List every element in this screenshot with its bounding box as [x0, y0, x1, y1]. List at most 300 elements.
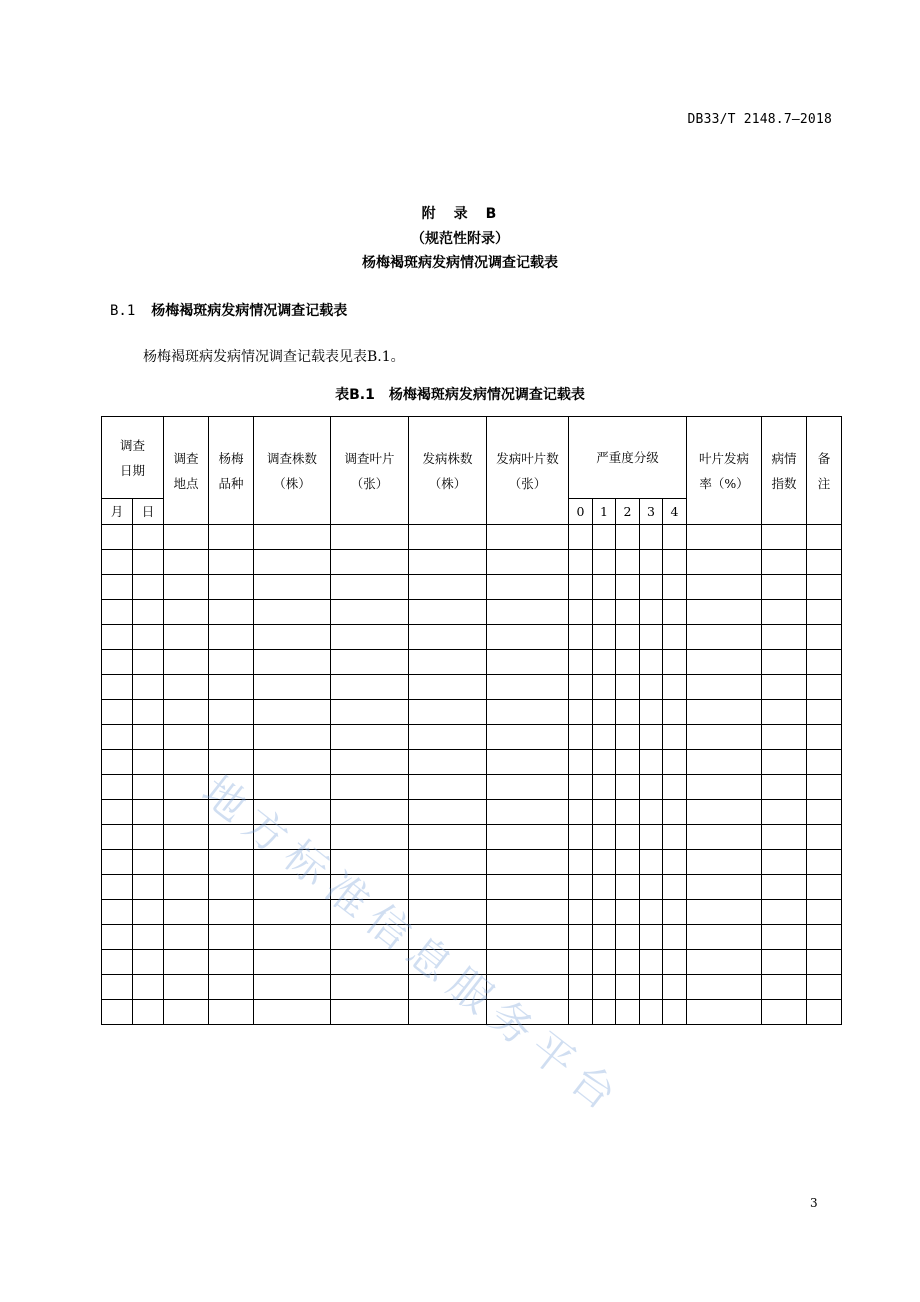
table-cell[interactable]: [254, 625, 331, 650]
table-cell[interactable]: [133, 550, 164, 575]
table-cell[interactable]: [409, 575, 487, 600]
table-cell[interactable]: [663, 800, 687, 825]
table-cell[interactable]: [331, 575, 409, 600]
table-cell[interactable]: [133, 875, 164, 900]
table-cell[interactable]: [409, 875, 487, 900]
table-cell[interactable]: [640, 825, 663, 850]
table-cell[interactable]: [762, 850, 807, 875]
table-cell[interactable]: [409, 1000, 487, 1025]
table-cell[interactable]: [487, 600, 569, 625]
table-cell[interactable]: [762, 875, 807, 900]
table-cell[interactable]: [762, 725, 807, 750]
table-cell[interactable]: [409, 600, 487, 625]
table-cell[interactable]: [663, 600, 687, 625]
table-cell[interactable]: [487, 575, 569, 600]
table-cell[interactable]: [807, 825, 842, 850]
table-cell[interactable]: [593, 550, 616, 575]
table-cell[interactable]: [331, 525, 409, 550]
table-cell[interactable]: [487, 775, 569, 800]
table-cell[interactable]: [331, 1000, 409, 1025]
table-cell[interactable]: [640, 675, 663, 700]
table-cell[interactable]: [133, 650, 164, 675]
table-cell[interactable]: [164, 950, 209, 975]
table-cell[interactable]: [209, 750, 254, 775]
table-cell[interactable]: [331, 675, 409, 700]
table-cell[interactable]: [807, 525, 842, 550]
table-cell[interactable]: [807, 750, 842, 775]
table-cell[interactable]: [762, 750, 807, 775]
table-cell[interactable]: [663, 750, 687, 775]
table-cell[interactable]: [807, 950, 842, 975]
table-cell[interactable]: [687, 1000, 762, 1025]
table-cell[interactable]: [409, 725, 487, 750]
table-cell[interactable]: [133, 800, 164, 825]
table-cell[interactable]: [640, 800, 663, 825]
table-cell[interactable]: [209, 950, 254, 975]
table-cell[interactable]: [640, 550, 663, 575]
table-cell[interactable]: [569, 900, 593, 925]
table-cell[interactable]: [102, 525, 133, 550]
table-cell[interactable]: [254, 675, 331, 700]
table-cell[interactable]: [164, 775, 209, 800]
table-cell[interactable]: [254, 750, 331, 775]
table-cell[interactable]: [102, 975, 133, 1000]
table-cell[interactable]: [102, 600, 133, 625]
table-cell[interactable]: [487, 925, 569, 950]
table-cell[interactable]: [254, 800, 331, 825]
table-cell[interactable]: [409, 925, 487, 950]
table-cell[interactable]: [409, 900, 487, 925]
table-cell[interactable]: [687, 550, 762, 575]
table-cell[interactable]: [593, 975, 616, 1000]
table-cell[interactable]: [593, 800, 616, 825]
table-cell[interactable]: [663, 700, 687, 725]
table-cell[interactable]: [687, 825, 762, 850]
table-cell[interactable]: [593, 525, 616, 550]
table-cell[interactable]: [807, 600, 842, 625]
table-cell[interactable]: [687, 675, 762, 700]
table-cell[interactable]: [687, 875, 762, 900]
table-cell[interactable]: [409, 550, 487, 575]
table-cell[interactable]: [487, 675, 569, 700]
table-cell[interactable]: [616, 575, 640, 600]
table-cell[interactable]: [102, 875, 133, 900]
table-cell[interactable]: [254, 700, 331, 725]
table-cell[interactable]: [133, 575, 164, 600]
table-cell[interactable]: [164, 750, 209, 775]
table-cell[interactable]: [133, 675, 164, 700]
table-cell[interactable]: [102, 625, 133, 650]
table-cell[interactable]: [663, 850, 687, 875]
table-cell[interactable]: [762, 925, 807, 950]
table-cell[interactable]: [331, 925, 409, 950]
table-cell[interactable]: [164, 675, 209, 700]
table-cell[interactable]: [640, 925, 663, 950]
table-cell[interactable]: [487, 1000, 569, 1025]
table-cell[interactable]: [616, 825, 640, 850]
table-cell[interactable]: [762, 1000, 807, 1025]
table-cell[interactable]: [687, 575, 762, 600]
table-cell[interactable]: [209, 800, 254, 825]
table-cell[interactable]: [663, 975, 687, 1000]
table-cell[interactable]: [569, 975, 593, 1000]
table-cell[interactable]: [593, 675, 616, 700]
table-cell[interactable]: [133, 1000, 164, 1025]
table-cell[interactable]: [807, 900, 842, 925]
table-cell[interactable]: [164, 650, 209, 675]
table-cell[interactable]: [133, 900, 164, 925]
table-cell[interactable]: [663, 775, 687, 800]
table-cell[interactable]: [807, 550, 842, 575]
table-cell[interactable]: [254, 575, 331, 600]
table-cell[interactable]: [487, 875, 569, 900]
table-cell[interactable]: [640, 725, 663, 750]
table-cell[interactable]: [569, 675, 593, 700]
table-cell[interactable]: [593, 575, 616, 600]
table-cell[interactable]: [487, 900, 569, 925]
table-cell[interactable]: [569, 850, 593, 875]
table-cell[interactable]: [593, 700, 616, 725]
table-cell[interactable]: [687, 900, 762, 925]
table-cell[interactable]: [164, 800, 209, 825]
table-cell[interactable]: [616, 650, 640, 675]
table-cell[interactable]: [409, 525, 487, 550]
table-cell[interactable]: [209, 525, 254, 550]
table-cell[interactable]: [164, 600, 209, 625]
table-cell[interactable]: [409, 825, 487, 850]
table-cell[interactable]: [209, 550, 254, 575]
table-cell[interactable]: [616, 925, 640, 950]
table-cell[interactable]: [164, 625, 209, 650]
table-cell[interactable]: [663, 825, 687, 850]
table-cell[interactable]: [331, 550, 409, 575]
table-cell[interactable]: [209, 850, 254, 875]
table-cell[interactable]: [331, 900, 409, 925]
table-cell[interactable]: [663, 925, 687, 950]
table-cell[interactable]: [164, 875, 209, 900]
table-cell[interactable]: [663, 900, 687, 925]
table-cell[interactable]: [807, 575, 842, 600]
table-cell[interactable]: [569, 775, 593, 800]
table-cell[interactable]: [687, 800, 762, 825]
table-cell[interactable]: [254, 875, 331, 900]
table-cell[interactable]: [331, 600, 409, 625]
table-cell[interactable]: [133, 925, 164, 950]
table-cell[interactable]: [331, 750, 409, 775]
table-cell[interactable]: [762, 575, 807, 600]
table-cell[interactable]: [209, 625, 254, 650]
table-cell[interactable]: [593, 825, 616, 850]
table-cell[interactable]: [102, 550, 133, 575]
table-cell[interactable]: [687, 850, 762, 875]
table-cell[interactable]: [487, 550, 569, 575]
table-cell[interactable]: [762, 700, 807, 725]
table-cell[interactable]: [254, 650, 331, 675]
table-cell[interactable]: [164, 525, 209, 550]
table-cell[interactable]: [663, 525, 687, 550]
table-cell[interactable]: [807, 975, 842, 1000]
table-cell[interactable]: [762, 550, 807, 575]
table-cell[interactable]: [762, 825, 807, 850]
table-cell[interactable]: [569, 1000, 593, 1025]
table-cell[interactable]: [640, 650, 663, 675]
table-cell[interactable]: [164, 725, 209, 750]
table-cell[interactable]: [164, 550, 209, 575]
table-cell[interactable]: [102, 925, 133, 950]
table-cell[interactable]: [593, 875, 616, 900]
table-cell[interactable]: [663, 1000, 687, 1025]
table-cell[interactable]: [569, 725, 593, 750]
table-cell[interactable]: [254, 775, 331, 800]
table-cell[interactable]: [616, 900, 640, 925]
table-cell[interactable]: [807, 775, 842, 800]
table-cell[interactable]: [762, 625, 807, 650]
table-cell[interactable]: [254, 825, 331, 850]
table-cell[interactable]: [640, 775, 663, 800]
table-cell[interactable]: [616, 750, 640, 775]
table-cell[interactable]: [616, 850, 640, 875]
table-cell[interactable]: [663, 875, 687, 900]
table-cell[interactable]: [409, 650, 487, 675]
table-cell[interactable]: [102, 725, 133, 750]
table-cell[interactable]: [102, 1000, 133, 1025]
table-cell[interactable]: [409, 700, 487, 725]
table-cell[interactable]: [331, 800, 409, 825]
table-cell[interactable]: [487, 525, 569, 550]
table-cell[interactable]: [569, 650, 593, 675]
table-cell[interactable]: [487, 950, 569, 975]
table-cell[interactable]: [209, 775, 254, 800]
table-cell[interactable]: [209, 600, 254, 625]
table-cell[interactable]: [331, 625, 409, 650]
table-cell[interactable]: [616, 950, 640, 975]
table-cell[interactable]: [569, 575, 593, 600]
table-cell[interactable]: [209, 575, 254, 600]
table-cell[interactable]: [331, 775, 409, 800]
table-cell[interactable]: [102, 775, 133, 800]
table-cell[interactable]: [331, 875, 409, 900]
table-cell[interactable]: [487, 825, 569, 850]
table-cell[interactable]: [569, 800, 593, 825]
table-cell[interactable]: [133, 975, 164, 1000]
table-cell[interactable]: [133, 950, 164, 975]
table-cell[interactable]: [102, 675, 133, 700]
table-cell[interactable]: [569, 550, 593, 575]
table-cell[interactable]: [687, 650, 762, 675]
table-cell[interactable]: [487, 800, 569, 825]
table-cell[interactable]: [640, 575, 663, 600]
table-cell[interactable]: [762, 900, 807, 925]
table-cell[interactable]: [331, 975, 409, 1000]
table-cell[interactable]: [209, 925, 254, 950]
table-cell[interactable]: [133, 700, 164, 725]
table-cell[interactable]: [807, 850, 842, 875]
table-cell[interactable]: [254, 925, 331, 950]
table-cell[interactable]: [569, 600, 593, 625]
table-cell[interactable]: [254, 1000, 331, 1025]
table-cell[interactable]: [616, 775, 640, 800]
table-cell[interactable]: [762, 800, 807, 825]
table-cell[interactable]: [762, 600, 807, 625]
table-cell[interactable]: [663, 650, 687, 675]
table-cell[interactable]: [102, 950, 133, 975]
table-cell[interactable]: [569, 825, 593, 850]
table-cell[interactable]: [254, 725, 331, 750]
table-cell[interactable]: [616, 600, 640, 625]
table-cell[interactable]: [133, 850, 164, 875]
table-cell[interactable]: [616, 725, 640, 750]
table-cell[interactable]: [409, 675, 487, 700]
table-cell[interactable]: [663, 625, 687, 650]
table-cell[interactable]: [687, 750, 762, 775]
table-cell[interactable]: [640, 525, 663, 550]
table-cell[interactable]: [687, 700, 762, 725]
table-cell[interactable]: [687, 725, 762, 750]
table-cell[interactable]: [133, 525, 164, 550]
table-cell[interactable]: [254, 550, 331, 575]
table-cell[interactable]: [209, 900, 254, 925]
table-cell[interactable]: [102, 750, 133, 775]
table-cell[interactable]: [640, 700, 663, 725]
table-cell[interactable]: [640, 1000, 663, 1025]
table-cell[interactable]: [487, 725, 569, 750]
table-cell[interactable]: [640, 975, 663, 1000]
table-cell[interactable]: [102, 850, 133, 875]
table-cell[interactable]: [331, 825, 409, 850]
table-cell[interactable]: [487, 625, 569, 650]
table-cell[interactable]: [569, 625, 593, 650]
table-cell[interactable]: [663, 675, 687, 700]
table-cell[interactable]: [663, 550, 687, 575]
table-cell[interactable]: [254, 850, 331, 875]
table-cell[interactable]: [331, 700, 409, 725]
table-cell[interactable]: [569, 925, 593, 950]
table-cell[interactable]: [616, 975, 640, 1000]
table-cell[interactable]: [762, 525, 807, 550]
table-cell[interactable]: [762, 650, 807, 675]
table-cell[interactable]: [807, 625, 842, 650]
table-cell[interactable]: [487, 850, 569, 875]
table-cell[interactable]: [209, 725, 254, 750]
table-cell[interactable]: [254, 950, 331, 975]
table-cell[interactable]: [133, 775, 164, 800]
table-cell[interactable]: [209, 875, 254, 900]
table-cell[interactable]: [807, 650, 842, 675]
table-cell[interactable]: [616, 625, 640, 650]
table-cell[interactable]: [687, 625, 762, 650]
table-cell[interactable]: [487, 975, 569, 1000]
table-cell[interactable]: [209, 1000, 254, 1025]
table-cell[interactable]: [593, 925, 616, 950]
table-cell[interactable]: [762, 975, 807, 1000]
table-cell[interactable]: [616, 875, 640, 900]
table-cell[interactable]: [331, 650, 409, 675]
table-cell[interactable]: [762, 950, 807, 975]
table-cell[interactable]: [164, 900, 209, 925]
table-cell[interactable]: [593, 600, 616, 625]
table-cell[interactable]: [640, 625, 663, 650]
table-cell[interactable]: [640, 875, 663, 900]
table-cell[interactable]: [102, 575, 133, 600]
table-cell[interactable]: [102, 900, 133, 925]
table-cell[interactable]: [593, 750, 616, 775]
table-cell[interactable]: [687, 925, 762, 950]
table-cell[interactable]: [164, 850, 209, 875]
table-cell[interactable]: [569, 750, 593, 775]
table-cell[interactable]: [687, 525, 762, 550]
table-cell[interactable]: [254, 975, 331, 1000]
table-cell[interactable]: [164, 700, 209, 725]
table-cell[interactable]: [409, 800, 487, 825]
table-cell[interactable]: [133, 625, 164, 650]
table-cell[interactable]: [133, 725, 164, 750]
table-cell[interactable]: [640, 600, 663, 625]
table-cell[interactable]: [254, 900, 331, 925]
table-cell[interactable]: [663, 575, 687, 600]
table-cell[interactable]: [254, 525, 331, 550]
table-cell[interactable]: [569, 875, 593, 900]
table-cell[interactable]: [593, 725, 616, 750]
table-cell[interactable]: [616, 700, 640, 725]
table-cell[interactable]: [331, 950, 409, 975]
table-cell[interactable]: [133, 825, 164, 850]
table-cell[interactable]: [593, 900, 616, 925]
table-cell[interactable]: [164, 975, 209, 1000]
table-cell[interactable]: [102, 825, 133, 850]
table-cell[interactable]: [640, 750, 663, 775]
table-cell[interactable]: [640, 900, 663, 925]
table-cell[interactable]: [409, 750, 487, 775]
table-cell[interactable]: [102, 650, 133, 675]
table-cell[interactable]: [209, 975, 254, 1000]
table-cell[interactable]: [102, 700, 133, 725]
table-cell[interactable]: [687, 975, 762, 1000]
table-cell[interactable]: [102, 800, 133, 825]
table-cell[interactable]: [569, 950, 593, 975]
table-cell[interactable]: [616, 550, 640, 575]
table-cell[interactable]: [133, 750, 164, 775]
table-cell[interactable]: [209, 675, 254, 700]
table-cell[interactable]: [593, 625, 616, 650]
table-cell[interactable]: [762, 775, 807, 800]
table-cell[interactable]: [807, 675, 842, 700]
table-cell[interactable]: [209, 650, 254, 675]
table-cell[interactable]: [409, 850, 487, 875]
table-cell[interactable]: [593, 1000, 616, 1025]
table-cell[interactable]: [487, 700, 569, 725]
table-cell[interactable]: [164, 1000, 209, 1025]
table-cell[interactable]: [409, 975, 487, 1000]
table-cell[interactable]: [487, 650, 569, 675]
table-cell[interactable]: [687, 775, 762, 800]
table-cell[interactable]: [487, 750, 569, 775]
table-cell[interactable]: [807, 1000, 842, 1025]
table-cell[interactable]: [807, 875, 842, 900]
table-cell[interactable]: [807, 725, 842, 750]
table-cell[interactable]: [807, 800, 842, 825]
table-cell[interactable]: [254, 600, 331, 625]
table-cell[interactable]: [616, 525, 640, 550]
table-cell[interactable]: [807, 700, 842, 725]
table-cell[interactable]: [164, 925, 209, 950]
table-cell[interactable]: [209, 700, 254, 725]
table-cell[interactable]: [209, 825, 254, 850]
table-cell[interactable]: [616, 1000, 640, 1025]
table-cell[interactable]: [616, 675, 640, 700]
table-cell[interactable]: [807, 925, 842, 950]
table-cell[interactable]: [593, 650, 616, 675]
table-cell[interactable]: [133, 600, 164, 625]
